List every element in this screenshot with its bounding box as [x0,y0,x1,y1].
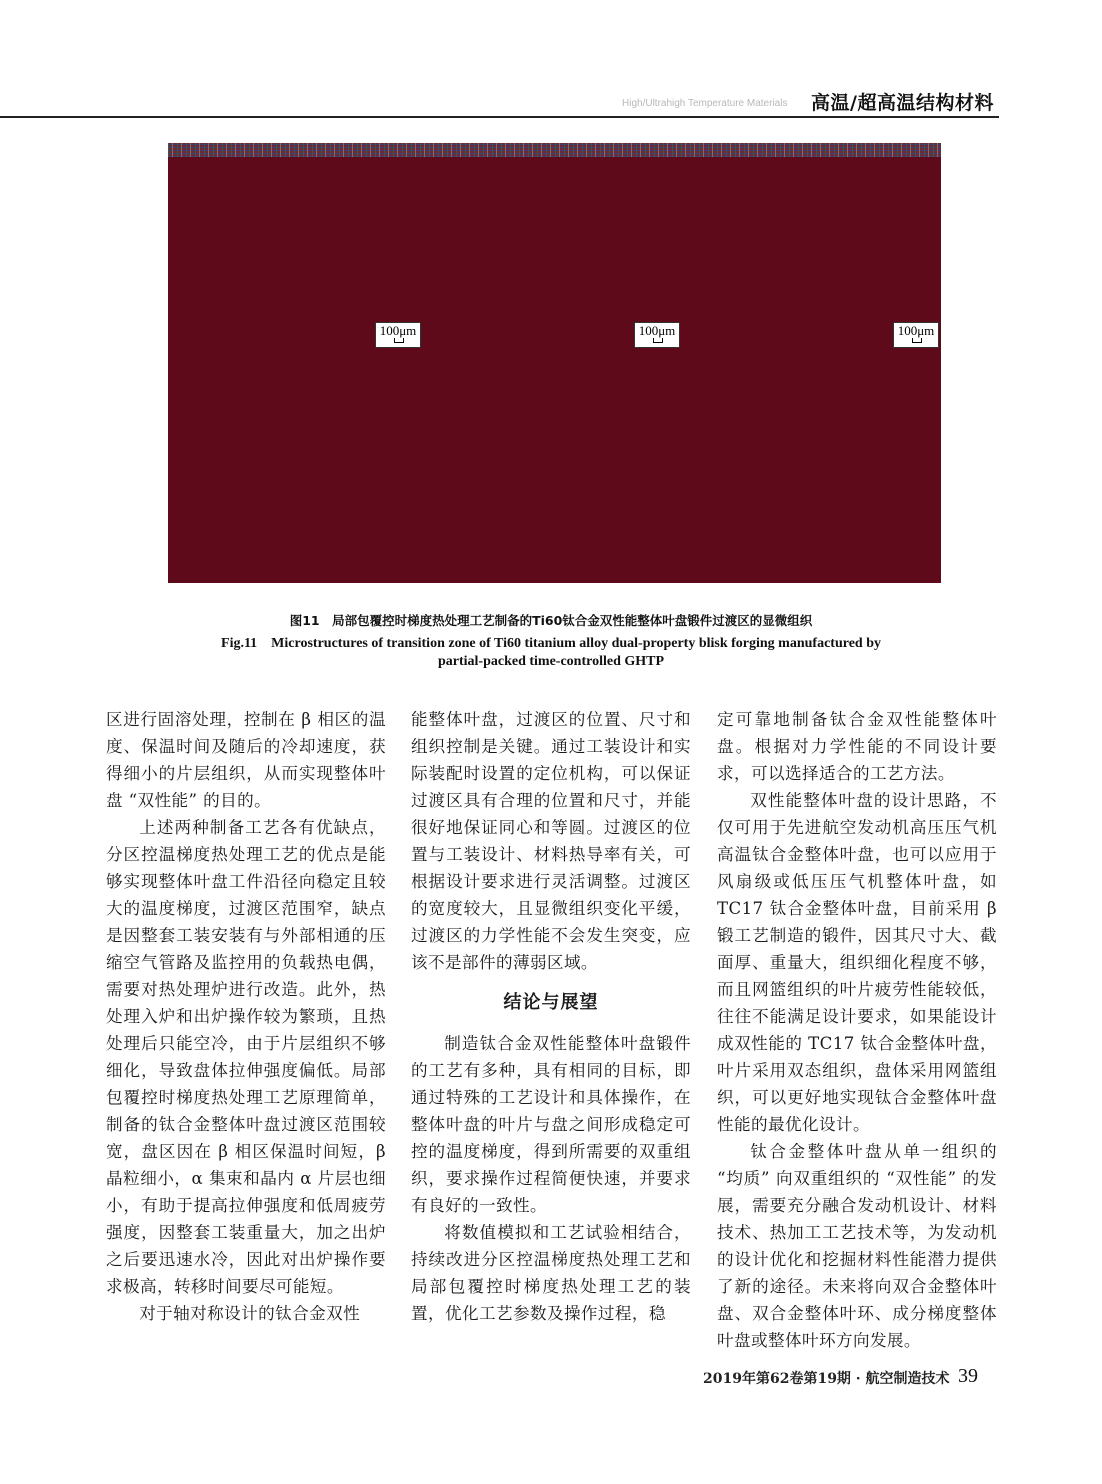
page-number: 39 [958,1365,978,1387]
scale-bar-1-tick [394,338,404,343]
paragraph: 制造钛合金双性能整体叶盘锻件的工艺有多种，具有相同的目标，即通过特殊的工艺设计和具体操作，在整体叶盘的叶片与盘之间形成稳定可控的温度梯度，得到所需要的双重组织，要求操作过程简便快速，并要求有良好的一致性。 [411,1034,691,1215]
journal-footer: 2019年第62卷第19期 · 航空制造技术 [703,1371,950,1387]
scale-bar-2-tick [653,338,663,343]
scale-bar-2 [634,322,680,348]
paragraph: 能整体叶盘，过渡区的位置、尺寸和组织控制是关键。通过工装设计和实际装配时设置的定位机构，可以保证过渡区具有合理的位置和尺寸，并能很好地保证同心和等圆。过渡区的位置与工装设计、材料热导率有关，可根据设计要求进行灵活调整。过渡区的宽度较大，且显微组织变化平缓，过渡区的力学性能不会发生突变，应该不是部件的薄弱区域。 [411,710,691,972]
scale-bar-3-label: 100μm [897,323,935,338]
scale-bar-3 [893,322,939,348]
paragraph: 钛合金整体叶盘从单一组织的 “均质” 向双重组织的 “双性能” 的发展，需要充分融合发动机设计、材料技术、热加工工艺技术等，为发动机的设计优化和挖掘材料性能潜力提供了新的途径。未来将向双合金整体叶盘、双合金整体叶环、成分梯度整体叶盘或整体叶环方向发展。 [717,1142,997,1350]
paragraph: 区进行固溶处理，控制在 β 相区的温度、保温时间及随后的冷却速度，获得细小的片层组织，从而实现整体叶盘 “双性能” 的目的。 [106,710,386,810]
micrograph-figure [168,143,941,583]
scale-bar-2-label: 100μm [638,323,676,338]
header-rule [0,116,999,118]
text-column-2 [411,706,691,1327]
scale-bar-1-label: 100μm [379,323,417,338]
micrograph-texture-strip [168,143,941,157]
figure-caption-english-line2: partial-packed time-controlled GHTP [437,654,665,669]
figure-caption-chinese: 图11 局部包覆控时梯度热处理工艺制备的Ti60钛合金双性能整体叶盘锻件过渡区的显微组织 [289,613,813,628]
scale-bar-3-tick [912,338,922,343]
paragraph: 对于轴对称设计的钛合金双性 [139,1304,361,1323]
running-header-chinese: 高温/超高温结构材料 [811,92,994,114]
paragraph: 双性能整体叶盘的设计思路，不仅可用于先进航空发动机高压压气机高温钛合金整体叶盘，也可以应用于风扇级或低压压气机整体叶盘，如 TC17 钛合金整体叶盘，目前采用 β 锻工艺制造的锻件，因其尺寸大、截面厚、重量大，组织细化程度不够，而且网篮组织的叶片疲劳性能较低，往往不能满足设计要求，如果能设计成双性能的 TC17 钛合金整体叶盘，叶片采用双态组织，盘体采用网篮组织，可以更好地实现钛合金整体叶盘性能的最优化设计。 [717,791,997,1134]
paragraph: 定可靠地制备钛合金双性能整体叶盘。根据对力学性能的不同设计要求，可以选择适合的工艺方法。 [717,710,997,783]
section-heading: 结论与展望 [503,992,599,1013]
paragraph: 上述两种制备工艺各有优缺点，分区控温梯度热处理工艺的优点是能够实现整体叶盘工件沿径向稳定且较大的温度梯度，过渡区范围窄，缺点是因整套工装安装有与外部相通的压缩空气管路及监控用的负载热电偶，需要对热处理炉进行改造。此外，热处理入炉和出炉操作较为繁琐，且热处理后只能空冷，由于片层组织不够细化，导致盘体拉伸强度偏低。局部包覆控时梯度热处理工艺原理简单，制备的钛合金整体叶盘过渡区范围较宽，盘区因在 β 相区保温时间短，β 晶粒细小，α 集束和晶内 α 片层也细小，有助于提高拉伸强度和低周疲劳强度，因整套工装重量大，加之出炉之后要迅速水冷，因此对出炉操作要求极高，转移时间要尽可能短。 [106,818,386,1296]
text-column-1 [106,706,386,1327]
figure-caption-english-line1: Fig.11 Microstructures of transition zone of Ti60 titanium alloy dual-property blisk forging manufactured by [221,636,881,651]
paragraph: 将数值模拟和工艺试验相结合，持续改进分区控温梯度热处理工艺和局部包覆控时梯度热处理工艺的装置，优化工艺参数及操作过程，稳 [411,1223,691,1323]
text-column-3 [717,706,997,1354]
scale-bar-1 [375,322,421,348]
running-header-english: High/Ultrahigh Temperature Materials [622,98,788,109]
